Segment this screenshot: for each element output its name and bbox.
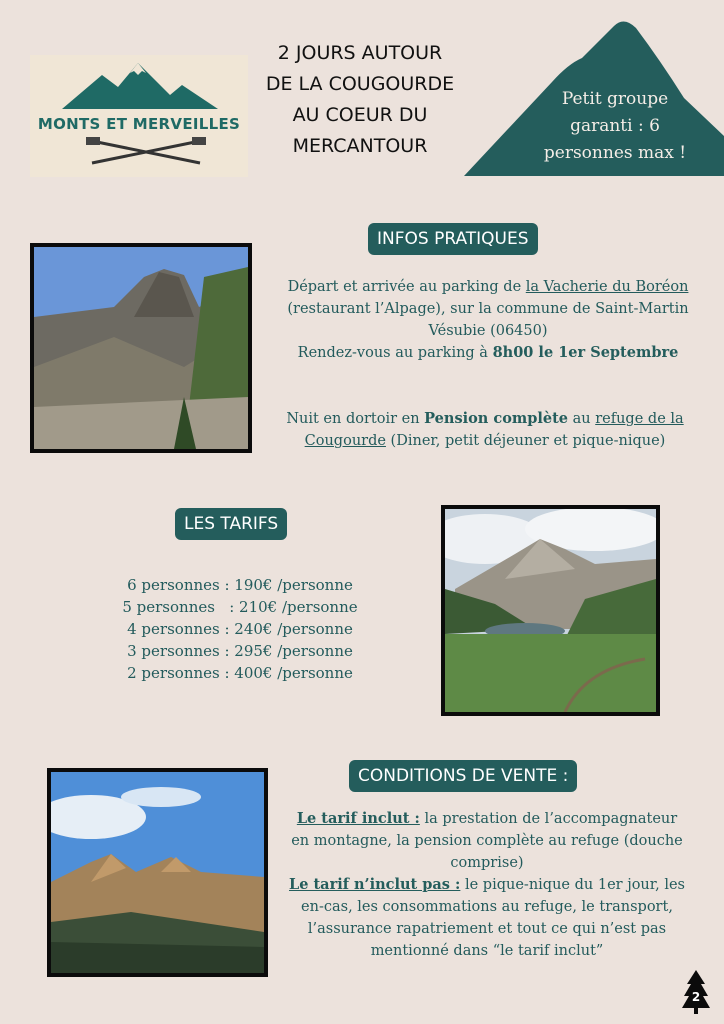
photo-mountain-range (47, 768, 268, 977)
group-size-badge (515, 86, 715, 167)
badge-line: Petit groupe (561, 89, 669, 109)
infos-text: au (568, 411, 596, 427)
logo (30, 55, 248, 177)
conditions-heading: CONDITIONS DE VENTE : (349, 760, 577, 792)
infos-paragraph-2 (262, 408, 708, 452)
page-number: 2 (691, 990, 701, 1004)
refuge-link[interactable]: refuge de la Cougourde (304, 411, 684, 449)
ninclut-text: le pique-nique du 1er jour, les en-cas, les consommations au refuge, le transport, l’assurance rapatriement et tout ce qui n’est pas mentionné dans “le tarif inclut” (301, 877, 685, 959)
meeting-time: 8h00 le 1er Septembre (492, 344, 679, 361)
tarifs-heading: LES TARIFS (175, 508, 287, 540)
title-line: DE LA COUGOURDE (265, 73, 455, 95)
infos-paragraph-1 (268, 276, 708, 364)
tarif-row: 5 personnes : 210€ /personne (122, 598, 358, 616)
infos-text: Départ et arrivée au parking de (287, 279, 526, 295)
infos-text: (Diner, petit déjeuner et pique-nique) (385, 433, 666, 449)
logo-text: MONTS ET MERVEILLES (37, 115, 241, 133)
tarif-row: 2 personnes : 400€ /personne (127, 664, 353, 682)
page-title (250, 38, 470, 162)
photo-rocky-peak (30, 243, 252, 453)
title-line: MERCANTOUR (292, 135, 428, 157)
infos-heading: INFOS PRATIQUES (368, 223, 538, 255)
title-line: 2 JOURS AUTOUR (277, 42, 443, 64)
badge-line: garanti : 6 (570, 116, 660, 136)
tree-icon (681, 968, 711, 1014)
conditions-text (286, 808, 688, 962)
infos-text: Rendez-vous au parking à (297, 345, 493, 361)
infos-text: (restaurant l’Alpage), sur la commune de Saint-Martin Vésubie (06450) (287, 301, 689, 339)
inclut-text: la prestation de l’accompagnateur en montagne, la pension complète au refuge (douche comprise) (291, 811, 683, 871)
ninclut-label: Le tarif n’inclut pas : (289, 876, 461, 893)
tarif-row: 4 personnes : 240€ /personne (127, 620, 353, 638)
badge-line: personnes max ! (543, 143, 687, 163)
tarif-row: 3 personnes : 295€ /personne (127, 642, 353, 660)
tarifs-list (100, 574, 380, 684)
title-line: AU COEUR DU (292, 104, 428, 126)
photo-mountain-lake (441, 505, 660, 716)
tarif-row: 6 personnes : 190€ /personne (127, 576, 353, 594)
pension-label: Pension complète (424, 410, 569, 427)
vacherie-link[interactable]: la Vacherie du Boréon (525, 279, 689, 295)
infos-text: Nuit en dortoir en (286, 411, 425, 427)
inclut-label: Le tarif inclut : (296, 810, 420, 827)
